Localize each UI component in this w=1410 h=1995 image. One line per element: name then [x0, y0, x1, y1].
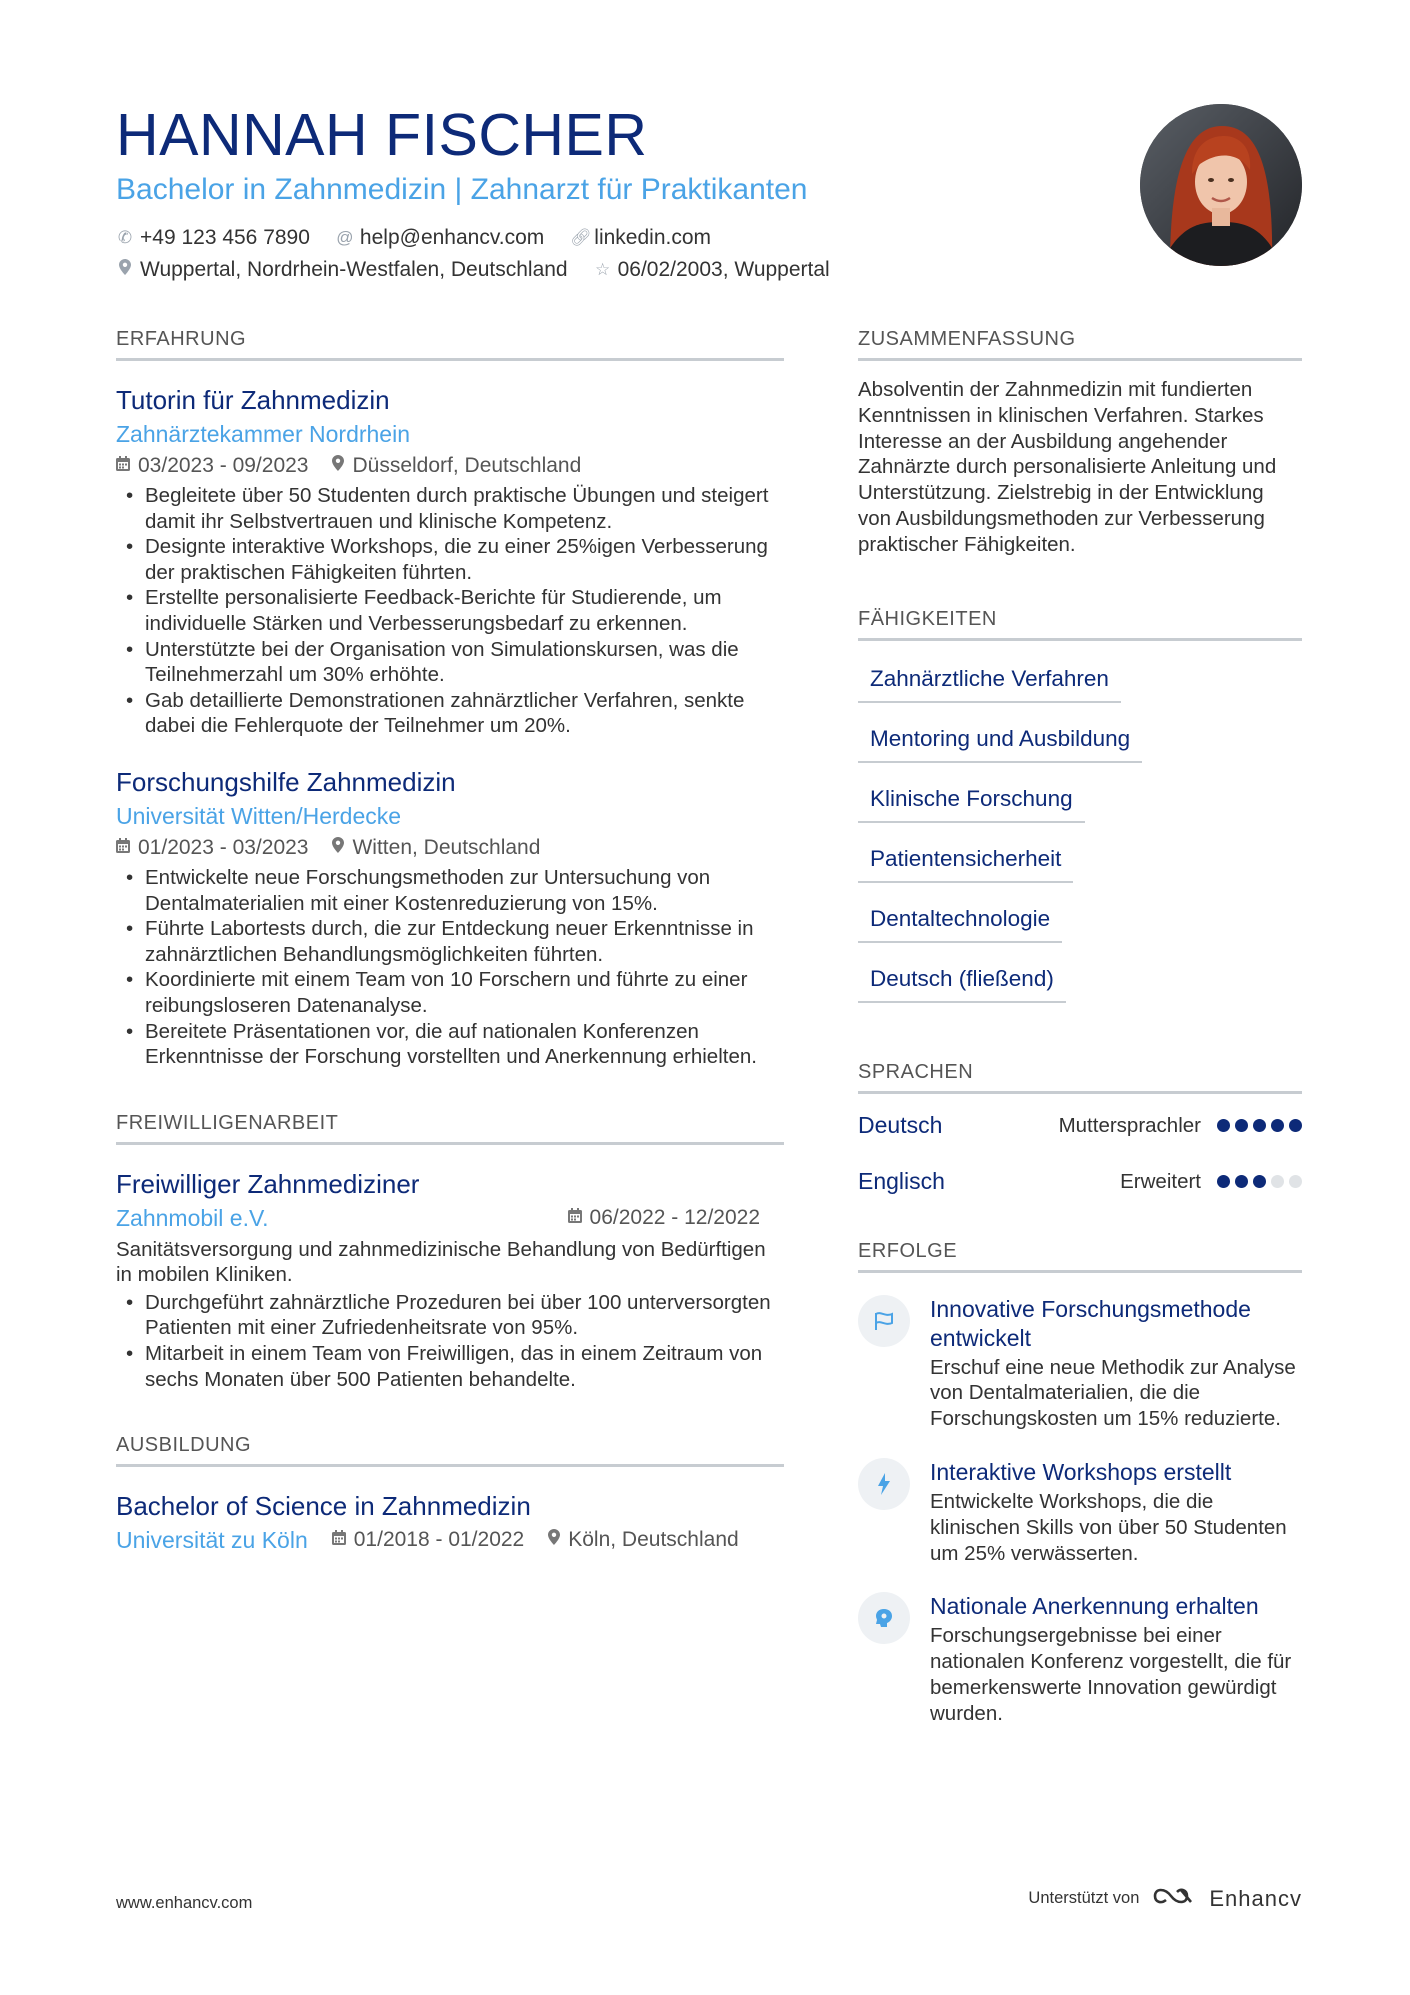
volunteer-bullets — [116, 1290, 784, 1392]
job-bullets — [116, 483, 784, 739]
skill-tag: Patientensicherheit — [858, 839, 1073, 883]
profile-photo — [1140, 104, 1302, 266]
achievement-title: Interaktive Workshops erstellt — [930, 1458, 1232, 1485]
skill-tag: Deutsch (fließend) — [858, 959, 1066, 1003]
star-icon: ☆ — [594, 260, 611, 279]
languages-section-title: SPRACHEN — [858, 1059, 1302, 1094]
language-level: Muttersprachler — [1058, 1113, 1201, 1137]
volunteer-title: Freiwilliger Zahnmediziner — [116, 1168, 420, 1199]
contact-location — [116, 254, 568, 286]
linkedin-text[interactable]: linkedin.com — [594, 226, 712, 249]
language-name: Englisch — [858, 1168, 945, 1195]
bullet: • Erstellte personalisierte Feedback-Berichte für Studierende, um individuelle Stärken und Verbesserungsbedarf zu erkennen. — [116, 585, 784, 636]
rating-dot-filled — [1289, 1119, 1302, 1132]
volunteer-date-text: 06/2022 - 12/2022 — [589, 1205, 760, 1229]
brand-name: Enhancv — [1209, 1885, 1302, 1911]
flag-icon — [858, 1295, 910, 1347]
education-section-title: AUSBILDUNG — [116, 1432, 784, 1467]
job-location — [332, 451, 581, 481]
contact-row-2 — [116, 254, 1116, 286]
volunteer-desc: Sanitätsversorgung und zahnmedizinische Behandlung von Bedürftigen in mobilen Kliniken. — [116, 1237, 766, 1287]
education-date — [332, 1525, 524, 1555]
rating-dot-empty — [1271, 1175, 1284, 1188]
achievement-title: Innovative Forschungsmethode entwickelt — [930, 1295, 1251, 1351]
achievement-body — [930, 1592, 1302, 1726]
contact-phone — [116, 222, 310, 254]
job-meta — [116, 833, 784, 863]
location-pin-icon — [332, 833, 344, 863]
achievements-section-title: ERFOLGE — [858, 1238, 1302, 1273]
job-title: Forschungshilfe Zahnmedizin — [116, 766, 456, 797]
footer-branding — [1028, 1884, 1302, 1913]
rating-dot-filled — [1217, 1175, 1230, 1188]
bullet: • Durchgeführt zahnärztliche Prozeduren bei über 100 unterversorgten Patienten mit einer Zufriedenheitsrate von 95%. — [116, 1290, 784, 1341]
left-column — [116, 326, 784, 1557]
education-location — [548, 1525, 738, 1555]
achievement-item — [858, 1592, 1302, 1726]
skill-tag: Dentaltechnologie — [858, 899, 1062, 943]
language-rating — [1217, 1175, 1302, 1188]
phone-text: +49 123 456 7890 — [140, 226, 310, 249]
lightning-icon — [858, 1458, 910, 1510]
language-level: Erweitert — [1120, 1169, 1201, 1193]
education-date-text: 01/2018 - 01/2022 — [353, 1528, 525, 1552]
achievement-desc: Forschungsergebnisse bei einer nationalen Konferenz vorgestellt, die für bemerkenswerte Innovation gewürdigt wurden. — [930, 1624, 1292, 1725]
calendar-icon — [332, 1525, 346, 1555]
language-item — [858, 1098, 1302, 1154]
achievement-desc: Entwickelte Workshops, die die klinischen Skills von über 50 Studenten um 25% verwässerten. — [930, 1489, 1287, 1565]
volunteer-section-title: FREIWILLIGENARBEIT — [116, 1110, 784, 1145]
email-text[interactable]: help@enhancv.com — [359, 226, 545, 249]
calendar-icon — [568, 1203, 582, 1233]
rating-dot-filled — [1253, 1175, 1266, 1188]
rating-dot-empty — [1289, 1175, 1302, 1188]
education-meta — [116, 1523, 784, 1557]
contact-row-1 — [116, 222, 1116, 254]
achievement-body — [930, 1295, 1302, 1432]
bullet: • Begleitete über 50 Studenten durch praktische Übungen und steigert damit ihr Selbstvertrauen und klinische Kompetenz. — [116, 483, 784, 534]
bullet: • Gab detaillierte Demonstrationen zahnärztlicher Verfahren, senkte dabei die Fehlerquote der Teilnehmer um 20%. — [116, 688, 784, 739]
job-date — [116, 451, 308, 481]
skill-tag: Klinische Forschung — [858, 779, 1085, 823]
job-date-text: 03/2023 - 09/2023 — [138, 454, 309, 477]
calendar-icon — [116, 451, 130, 481]
location-text: Wuppertal, Nordrhein-Westfalen, Deutschland — [140, 258, 568, 281]
skills-list — [858, 659, 1302, 1019]
achievements-list — [858, 1295, 1302, 1727]
job-date — [116, 833, 308, 863]
summary-section-title: ZUSAMMENFASSUNG — [858, 326, 1302, 361]
candidate-name: HANNAH FISCHER — [116, 102, 648, 168]
language-level-group — [1120, 1170, 1302, 1194]
job-location-text: Witten, Deutschland — [352, 835, 541, 859]
bullet: • Bereitete Präsentationen vor, die auf nationalen Konferenzen Erkenntnisse der Forschung vorstellten und Anerkennung erhielten. — [116, 1019, 784, 1070]
volunteer-item — [116, 1167, 784, 1393]
job-location-text: Düsseldorf, Deutschland — [352, 454, 582, 477]
bullet: • Führte Labortests durch, die zur Entdeckung neuer Erkenntnisse in zahnärztlichen Behandlungsmöglichkeiten führten. — [116, 916, 784, 967]
brain-icon — [858, 1592, 910, 1644]
rating-dot-filled — [1235, 1119, 1248, 1132]
language-rating — [1217, 1119, 1302, 1132]
bullet: • Unterstützte bei der Organisation von Simulationskursen, was die Teilnehmerzahl um 30% erhöhte. — [116, 637, 784, 688]
bullet: • Designte interaktive Workshops, die zu einer 25%igen Verbesserung der praktischen Fähigkeiten führten. — [116, 534, 784, 585]
experience-section-title: ERFAHRUNG — [116, 326, 784, 361]
phone-icon: ✆ — [117, 228, 133, 247]
rating-dot-filled — [1271, 1119, 1284, 1132]
location-pin-icon — [116, 254, 134, 286]
location-pin-icon — [332, 451, 344, 481]
language-name: Deutsch — [858, 1112, 943, 1139]
contact-birth — [594, 254, 830, 286]
job-location — [332, 833, 540, 863]
link-icon: 🔗︎ — [570, 228, 592, 247]
birth-text: 06/02/2003, Wuppertal — [617, 258, 830, 281]
candidate-subtitle: Bachelor in Zahnmedizin | Zahnarzt für Praktikanten — [116, 173, 808, 206]
job-meta — [116, 451, 784, 481]
job-date-text: 01/2023 - 03/2023 — [138, 835, 309, 859]
enhancv-logo-icon — [1151, 1884, 1197, 1913]
achievement-body — [930, 1458, 1302, 1566]
job-bullets — [116, 865, 784, 1070]
experience-item-2 — [116, 765, 784, 1070]
school-name: Universität zu Köln — [116, 1527, 308, 1554]
volunteer-org-row — [116, 1201, 784, 1235]
rating-dot-filled — [1217, 1119, 1230, 1132]
skills-section-title: FÄHIGKEITEN — [858, 606, 1302, 641]
achievement-title: Nationale Anerkennung erhalten — [930, 1593, 1259, 1620]
bullet: • Koordinierte mit einem Team von 10 Forschern und führte zu einer reibungsloseren Datenanalyse. — [116, 967, 784, 1018]
job-title: Tutorin für Zahnmedizin — [116, 385, 390, 415]
volunteer-date — [568, 1203, 760, 1233]
at-icon: @ — [336, 228, 354, 247]
bullet: • Entwickelte neue Forschungsmethoden zur Untersuchung von Dentalmaterialien mit einer Kostenreduzierung von 15%. — [116, 865, 784, 916]
skill-tag: Mentoring und Ausbildung — [858, 719, 1142, 763]
contact-linkedin[interactable] — [570, 222, 711, 254]
achievement-desc: Erschuf eine neue Methodik zur Analyse von Dentalmaterialien, die die Forschungskosten um 15% reduzierte. — [930, 1355, 1296, 1431]
job-company: Zahnärztekammer Nordrhein — [116, 421, 411, 447]
contact-email[interactable] — [336, 222, 544, 254]
language-level-group — [1059, 1114, 1302, 1138]
skill-tag: Zahnärztliche Verfahren — [858, 659, 1121, 703]
powered-by-text: Unterstützt von — [1028, 1889, 1140, 1907]
job-company: Universität Witten/Herdecke — [116, 802, 402, 829]
rating-dot-filled — [1235, 1175, 1248, 1188]
bullet: • Mitarbeit in einem Team von Freiwilligen, das in einem Zeitraum von sechs Monaten über 500 Patienten behandelte. — [116, 1341, 784, 1392]
achievement-item — [858, 1295, 1302, 1432]
contact-info — [116, 222, 1116, 286]
summary-text: Absolventin der Zahnmedizin mit fundierten Kenntnissen in klinischen Verfahren. Starkes Interesse an der Ausbildung angehender Zahnärzte durch personalisierte Anleitung und Unterstützung. Zielstrebig in der Entwicklung von Ausbildungsmethoden zur Verbesserung praktischer Fähigkeiten. — [858, 378, 1277, 556]
education-item — [116, 1489, 784, 1557]
language-item — [858, 1154, 1302, 1210]
footer-website[interactable]: www.enhancv.com — [116, 1894, 253, 1912]
volunteer-org: Zahnmobil e.V. — [116, 1204, 269, 1231]
calendar-icon — [116, 833, 130, 863]
education-location-text: Köln, Deutschland — [568, 1528, 739, 1552]
languages-list — [858, 1098, 1302, 1210]
experience-item-1 — [116, 383, 784, 739]
achievement-item — [858, 1458, 1302, 1566]
right-column — [858, 326, 1302, 1727]
location-pin-icon — [548, 1525, 560, 1555]
header — [116, 100, 1116, 286]
rating-dot-filled — [1253, 1119, 1266, 1132]
degree-title: Bachelor of Science in Zahnmedizin — [116, 1491, 531, 1522]
